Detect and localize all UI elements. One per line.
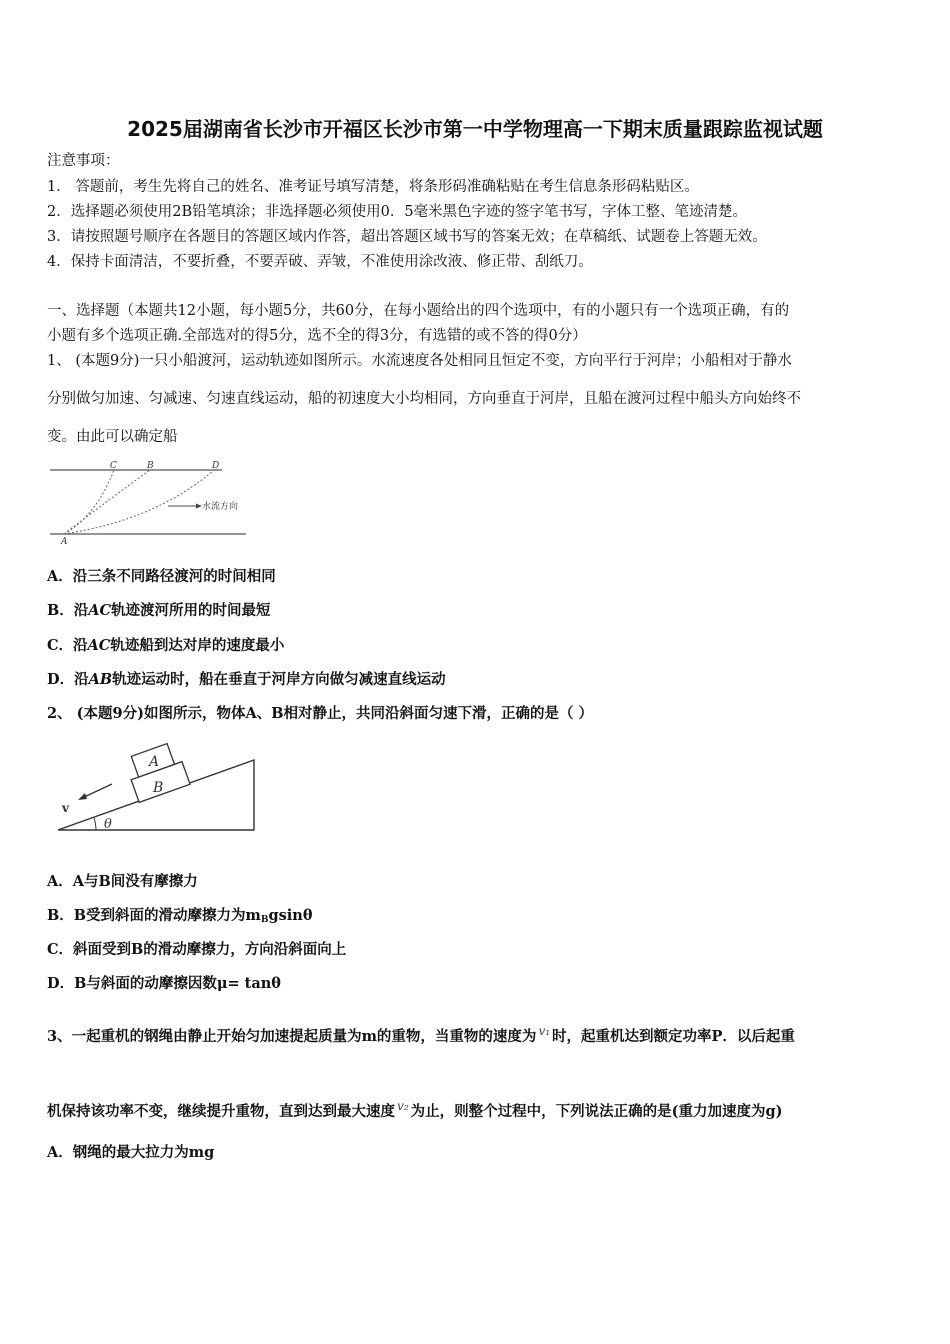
section-heading-line-1: 一、选择题（本题共12小题，每小题5分，共60分，在每小题给出的四个选项中，有的小题只有一个选项正确，有的 [47, 303, 790, 319]
river-crossing-figure [46, 458, 266, 548]
q2-option-d: D．B与斜面的动摩擦因数μ= tanθ [47, 975, 281, 992]
notice-item-4: 4．保持卡面清洁，不要折叠，不要弄破、弄皱，不准使用涂改液、修正带、刮纸刀。 [47, 254, 593, 270]
q3-stem-line-1: 3、一起重机的钢绳由静止开始匀加速提起质量为m的重物，当重物的速度为 $^{v_1}$ 时，起重机达到额定功率P．以后起重 [47, 1024, 795, 1045]
notice-item-3: 3．请按照题号顺序在各题目的答题区域内作答，超出答题区域书写的答案无效；在草稿纸、试题卷上答题无效。 [47, 229, 767, 245]
q1-option-a: A．沿三条不同路径渡河的时间相同 [47, 568, 276, 585]
velocity-arrow [82, 784, 112, 798]
angle-arc [94, 818, 96, 830]
q2-option-b: B．B受到斜面的滑动摩擦力为$m_Bgsin\theta$ [47, 907, 313, 925]
q2-option-c: C．斜面受到B的滑动摩擦力，方向沿斜面向上 [47, 941, 347, 958]
q1-stem-line-3: 变。由此可以确定船 [47, 429, 178, 445]
q1-option-b: B．沿AC轨迹渡河所用的时间最短 [47, 602, 271, 619]
q3-stem-line-2: 机保持该功率不变，继续提升重物，直到达到最大速度 $^{v_2}$ 为止，则整个过程中，下列说法正确的是(重力加速度为g) [47, 1099, 783, 1120]
block-a-label: A [149, 754, 160, 770]
v1-symbol: v₁ [538, 1024, 551, 1038]
q2-option-a: A．A与B间没有摩擦力 [47, 873, 198, 890]
label-d: D [212, 461, 220, 471]
velocity-arrow-head [78, 793, 87, 800]
angle-label: θ [104, 817, 112, 832]
q3-option-a: A．钢绳的最大拉力为mg [47, 1144, 215, 1161]
q2-stem: 2、 (本题9分)如图所示，物体A、B相对静止，共同沿斜面匀速下滑，正确的是（ ） [47, 705, 593, 722]
q1-option-c: C．沿AC轨迹船到达对岸的速度最小 [47, 637, 285, 654]
section-heading-line-2: 小题有多个选项正确.全部选对的得5分，选不全的得3分，有选错的或不答的得0分） [47, 328, 587, 344]
q1-stem-line-2: 分别做匀加速、匀减速、匀速直线运动，船的初速度大小均相同，方向垂直于河岸，且船在渡河过程中船头方向始终不 [47, 391, 801, 407]
label-b: B [147, 461, 154, 471]
page-title: 2025届湖南省长沙市开福区长沙市第一中学物理高一下期末质量跟踪监视试题 [127, 117, 823, 141]
incline-figure [52, 734, 262, 834]
notice-heading: 注意事项： [47, 153, 120, 169]
notice-item-2: 2．选择题必须使用2B铅笔填涂；非选择题必须使用0．5毫米黑色字迹的签字笔书写，字体工整、笔迹清楚。 [47, 204, 748, 220]
path-ab [64, 470, 150, 534]
v2-symbol: v₂ [397, 1099, 409, 1113]
notice-item-1: 1． 答题前，考生先将自己的姓名、准考证号填写清楚，将条形码准确粘贴在考生信息条形码粘贴区。 [47, 179, 699, 195]
q1-option-d: D．沿AB轨迹运动时，船在垂直于河岸方向做匀减速直线运动 [47, 671, 446, 688]
block-b-label: B [153, 780, 164, 796]
label-c: C [110, 461, 117, 471]
flow-label: 水流方向 [202, 502, 239, 512]
velocity-label: v [62, 801, 69, 815]
q1-stem-line-1: 1、 (本题9分)一只小船渡河，运动轨迹如图所示。水流速度各处相同且恒定不变，方向平行于河岸；小船相对于静水 [47, 353, 792, 369]
path-ad [64, 470, 214, 534]
label-a: A [61, 537, 68, 547]
